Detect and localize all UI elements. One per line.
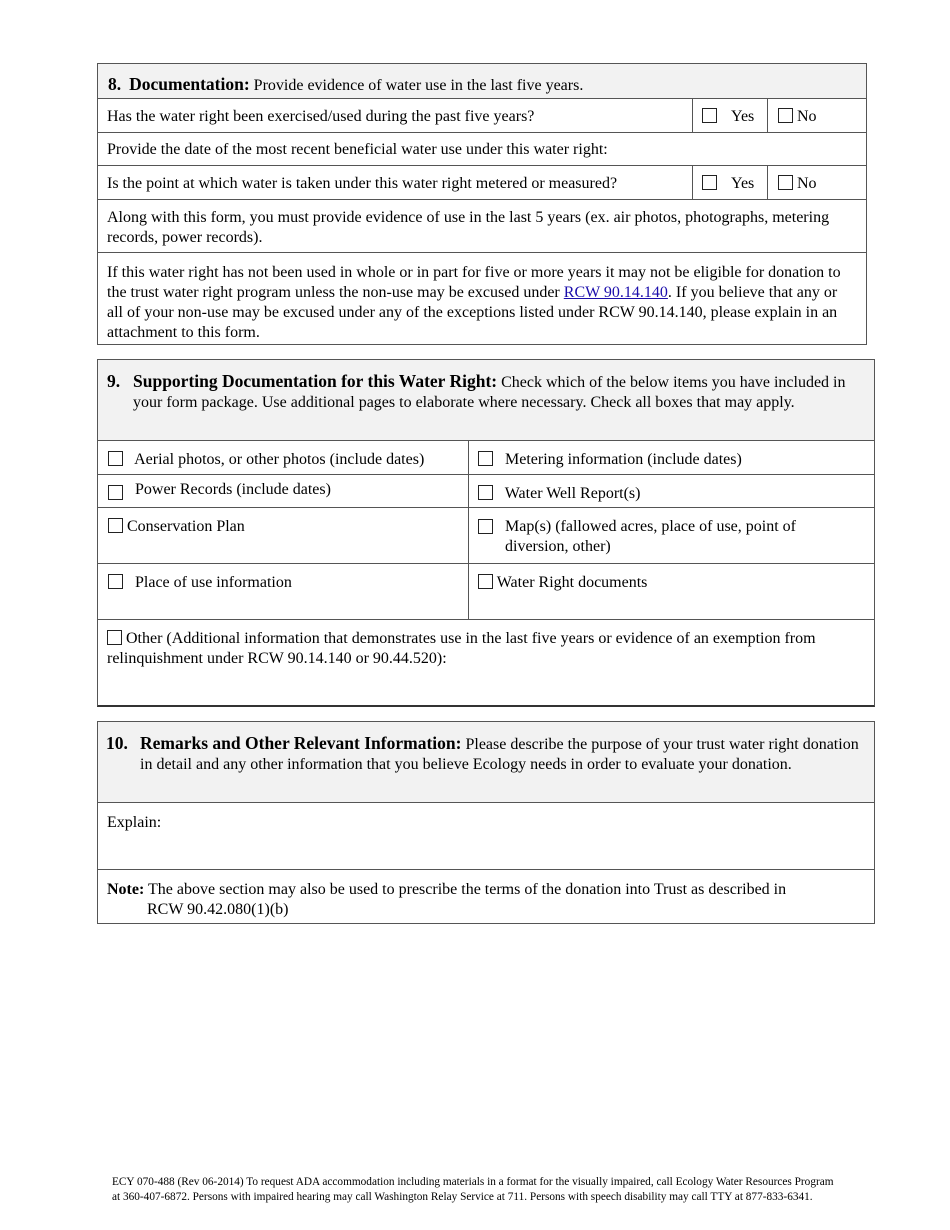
place-of-use-label: Place of use information [135, 574, 292, 591]
maps-checkbox[interactable] [478, 519, 493, 534]
relinquishment-text [107, 263, 852, 343]
question-date: Provide the date of the most recent beneficial water use under this water right: [107, 141, 608, 158]
section-9-supporting-documentation [97, 359, 875, 707]
section-8-number: 8. [108, 74, 122, 94]
section-10-number: 10. [106, 733, 128, 753]
section-9-title: Supporting Documentation for this Water Right: [133, 371, 498, 391]
note-label: Note: [107, 881, 145, 898]
section-9-header [98, 360, 874, 440]
exercised-no-checkbox[interactable] [778, 108, 793, 123]
place-of-use-checkbox[interactable] [108, 574, 123, 589]
note-rcw-reference: RCW 90.42.080(1)(b) [147, 901, 289, 918]
water-well-report-checkbox[interactable] [478, 485, 493, 500]
section-9-intro: Check which of the below items you have included in your form package. Use additional pages to elaborate where necessary. Check all boxes that may apply. [133, 374, 846, 411]
explain-input-area[interactable] [178, 809, 858, 861]
water-right-documents-checkbox[interactable] [478, 574, 493, 589]
metering-info-label: Metering information (include dates) [505, 451, 742, 468]
question-date-row [98, 132, 866, 165]
question-metered: Is the point at which water is taken under this water right metered or measured? [107, 175, 618, 192]
question-metered-row [98, 165, 866, 199]
checklist-row-3 [98, 507, 874, 563]
water-right-documents-label: Water Right documents [496, 574, 648, 591]
checklist-row-1 [98, 440, 874, 474]
exercised-yes-checkbox[interactable] [702, 108, 717, 123]
checklist-row-4 [98, 563, 874, 619]
power-records-label: Power Records (include dates) [135, 481, 331, 498]
form-footer [112, 1175, 922, 1205]
conservation-plan-checkbox[interactable] [108, 518, 123, 533]
relinquishment-text-end: . If you believe that any or all of your non-use may be excused under any of the exceptions listed under RCW 90.14.140, please explain in an attachment to this form. [107, 284, 838, 341]
other-label: Other (Additional information that demonstrates use in the last five years or evidence of an exemption from relinquishment under RCW 90.14.140 or 90.44.520): [107, 630, 816, 667]
section-9-number: 9. [107, 371, 121, 391]
other-checkbox[interactable] [107, 630, 122, 645]
section-8-title: Documentation: [129, 74, 250, 94]
footer-line-2: at 360-407-6872. Persons with impaired hearing may call Washington Relay Service at 711. Persons with speech disability may call TTY at 877-833-6341. [112, 1191, 813, 1203]
maps-label: Map(s) (fallowed acres, place of use, point of diversion, other) [505, 518, 796, 555]
question-exercised: Has the water right been exercised/used during the past five years? [107, 108, 535, 125]
section-8-documentation [97, 63, 867, 345]
section-8-intro: Provide evidence of water use in the last five years. [253, 77, 584, 94]
exercised-yes-label: Yes [731, 108, 755, 125]
metered-no-label: No [797, 175, 817, 192]
section-10-header [98, 722, 874, 802]
relinquishment-text-start: If this water right has not been used in whole or in part for five or more years it may not be eligible for donation to the trust water right program unless the non-use may be excused under [107, 264, 841, 301]
note-text: The above section may also be used to prescribe the terms of the donation into Trust as described in [148, 881, 787, 898]
metering-info-checkbox[interactable] [478, 451, 493, 466]
checklist-row-2 [98, 474, 874, 507]
section-10-intro: Please describe the purpose of your trust water right donation in detail and any other information that you believe Ecology needs in order to evaluate your donation. [140, 736, 859, 773]
water-well-report-label: Water Well Report(s) [504, 485, 641, 502]
section-10-remarks [97, 721, 875, 924]
metered-no-checkbox[interactable] [778, 175, 793, 190]
power-records-checkbox[interactable] [108, 485, 123, 500]
aerial-photos-checkbox[interactable] [108, 451, 123, 466]
aerial-photos-label: Aerial photos, or other photos (include dates) [134, 451, 425, 468]
exercised-no-label: No [797, 108, 817, 125]
explain-row [98, 802, 874, 869]
relinquishment-row [98, 252, 866, 345]
question-exercised-row [98, 98, 866, 132]
rcw-90-14-140-link[interactable]: RCW 90.14.140 [563, 284, 668, 301]
evidence-text: Along with this form, you must provide evidence of use in the last 5 years (ex. air photos, photographs, metering records, power records). [107, 209, 830, 246]
metered-yes-checkbox[interactable] [702, 175, 717, 190]
other-row [98, 619, 874, 707]
footer-line-1: ECY 070-488 (Rev 06-2014) To request ADA accommodation including materials in a format for the visually impaired, call Ecology Water Resources Program [112, 1176, 834, 1188]
note-row [98, 869, 874, 924]
section-8-header [98, 64, 866, 98]
section-10-title: Remarks and Other Relevant Information: [140, 733, 462, 753]
evidence-row [98, 199, 866, 252]
explain-label: Explain: [107, 814, 162, 831]
metered-yes-label: Yes [731, 175, 755, 192]
conservation-plan-label: Conservation Plan [127, 518, 245, 535]
